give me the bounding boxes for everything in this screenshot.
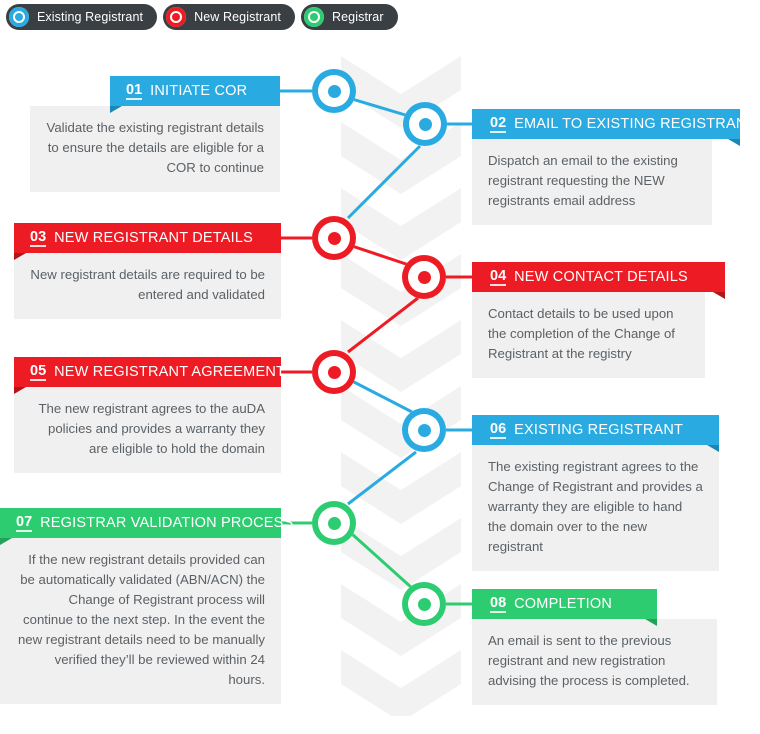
- step-banner-01[interactable]: [110, 76, 280, 106]
- node-01[interactable]: [312, 69, 356, 113]
- step-number: 06: [490, 420, 507, 437]
- ribbon-fold-icon: [14, 253, 26, 260]
- step-body-02: Dispatch an email to the existing registrant requesting the NEW registrants email address: [472, 139, 712, 225]
- step-body-06: The existing registrant agrees to the Change of Registrant and provides a warranty they are eligible to hand the domain over to the new registrant: [472, 445, 719, 571]
- step-card-01: [30, 76, 280, 192]
- ribbon-fold-icon: [713, 292, 725, 299]
- step-title: EXISTING REGISTRANT: [514, 422, 684, 438]
- step-banner-02[interactable]: [472, 109, 756, 139]
- node-06[interactable]: [402, 408, 446, 452]
- step-number: 08: [490, 594, 507, 611]
- legend-item-label: New Registrant: [194, 10, 281, 24]
- step-card-04: [472, 262, 705, 378]
- step-body-01: Validate the existing registrant details to ensure the details are eligible for a COR to continue: [30, 106, 280, 192]
- step-card-03: [14, 223, 281, 319]
- ribbon-fold-icon: [645, 619, 657, 626]
- step-title: COMPLETION: [514, 596, 613, 612]
- step-card-06: [472, 415, 719, 571]
- step-banner-03[interactable]: [14, 223, 281, 253]
- step-banner-08[interactable]: [472, 589, 657, 619]
- step-number: 03: [30, 228, 47, 245]
- step-body-07: If the new registrant details provided can be automatically validated (ABN/ACN) the Change of Registrant process will continue to the next step. In the event the new registrant details need to be manually verified they’ll be reviewed within 24 hours.: [0, 538, 281, 704]
- step-body-08: An email is sent to the previous registrant and new registration advising the process is completed.: [472, 619, 717, 705]
- step-title: NEW REGISTRANT DETAILS: [54, 230, 253, 246]
- step-title: EMAIL TO EXISTING REGISTRANT: [514, 116, 756, 132]
- ribbon-fold-icon: [110, 106, 122, 113]
- node-07[interactable]: [312, 501, 356, 545]
- step-banner-04[interactable]: [472, 262, 725, 292]
- node-08[interactable]: [402, 582, 446, 626]
- step-banner-05[interactable]: [14, 357, 286, 387]
- node-05[interactable]: [312, 350, 356, 394]
- step-banner-07[interactable]: [0, 508, 294, 538]
- ribbon-fold-icon: [0, 538, 12, 545]
- ribbon-fold-icon: [14, 387, 26, 394]
- step-title: NEW REGISTRANT AGREEMENT: [54, 364, 286, 380]
- step-number: 04: [490, 267, 507, 284]
- step-card-02: [472, 109, 756, 225]
- ribbon-fold-icon: [707, 445, 719, 452]
- node-02[interactable]: [403, 102, 447, 146]
- step-card-07: [0, 508, 294, 704]
- ribbon-fold-icon: [728, 139, 740, 146]
- step-body-04: Contact details to be used upon the completion of the Change of Registrant at the registry: [472, 292, 705, 378]
- legend-item-label: Existing Registrant: [37, 10, 144, 24]
- legend-item-label: Registrar: [331, 10, 384, 24]
- step-number: 02: [490, 114, 507, 131]
- step-title: REGISTRAR VALIDATION PROCESS: [40, 515, 294, 531]
- node-04[interactable]: [402, 255, 446, 299]
- step-body-03: New registrant details are required to be entered and validated: [14, 253, 281, 319]
- step-body-05: The new registrant agrees to the auDA policies and provides a warranty they are eligible to hold the domain: [14, 387, 281, 473]
- step-number: 07: [16, 513, 33, 530]
- step-banner-06[interactable]: [472, 415, 719, 445]
- step-card-05: [14, 357, 286, 473]
- step-number: 05: [30, 362, 47, 379]
- node-03[interactable]: [312, 216, 356, 260]
- step-number: 01: [126, 81, 143, 98]
- step-title: INITIATE COR: [150, 83, 248, 99]
- step-title: NEW CONTACT DETAILS: [514, 269, 688, 285]
- step-card-08: [472, 589, 717, 705]
